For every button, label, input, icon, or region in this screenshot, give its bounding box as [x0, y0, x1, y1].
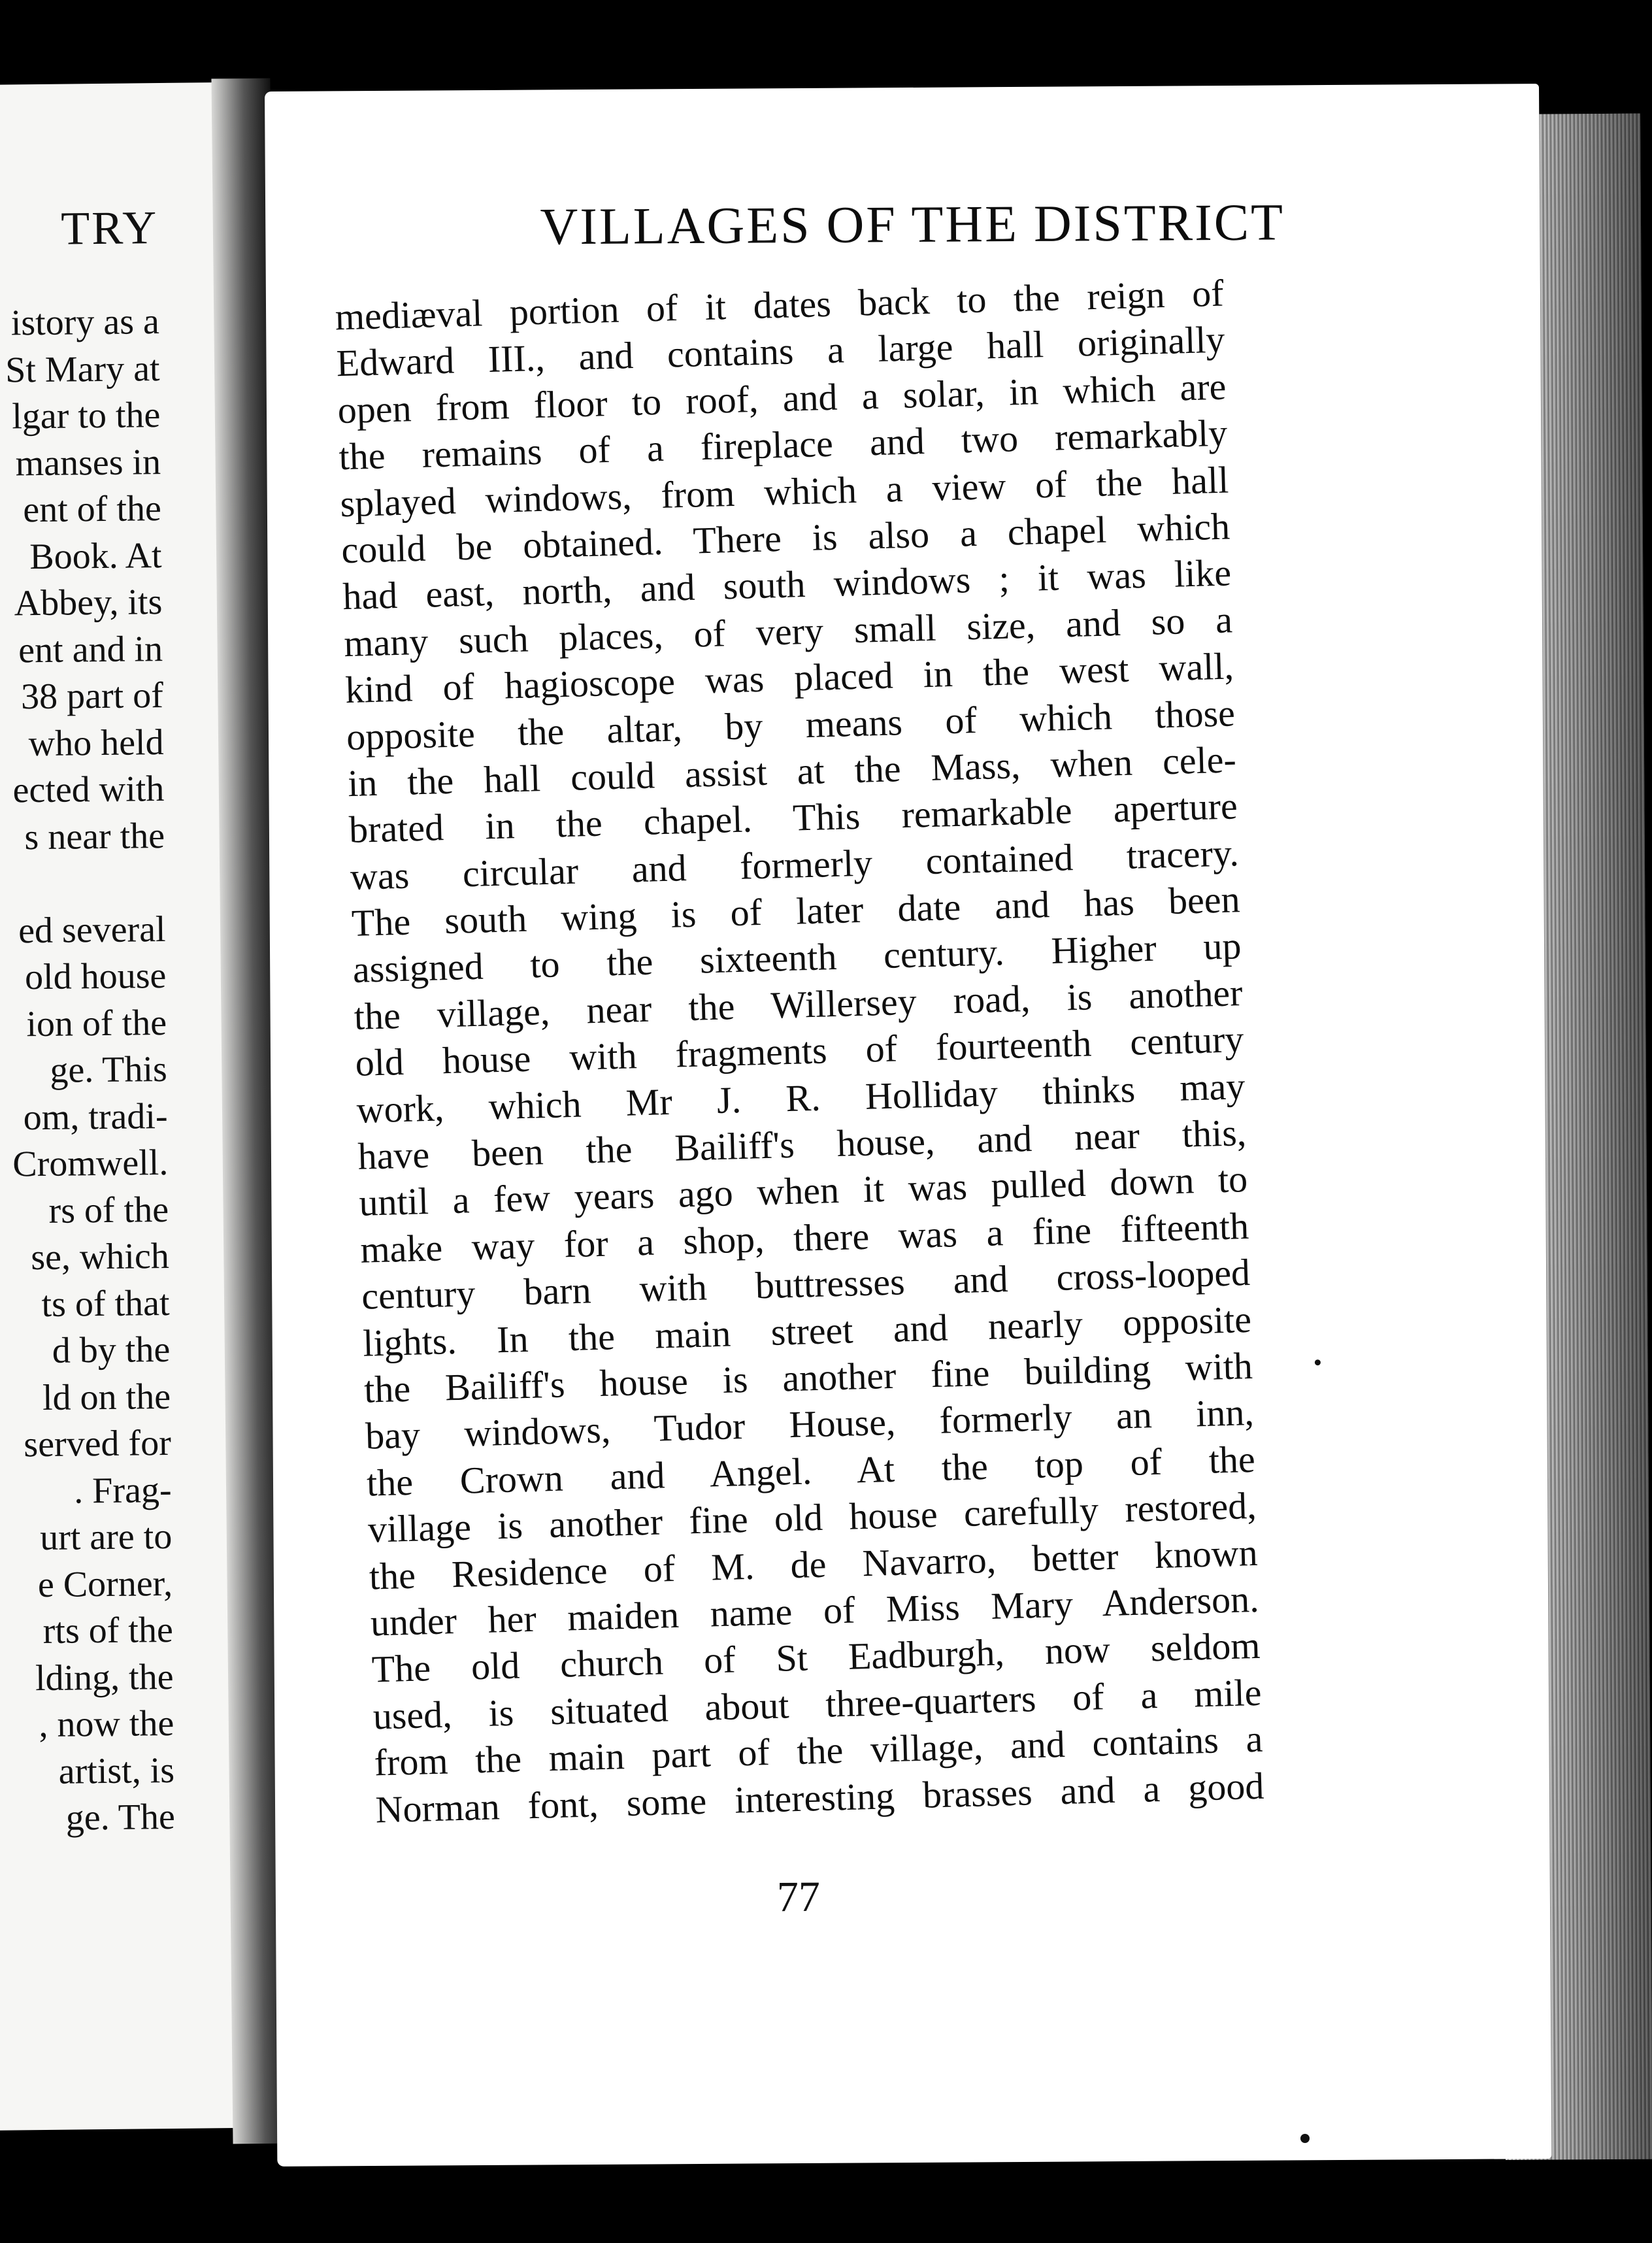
- text-line: ge. The: [65, 1796, 176, 1838]
- text-line: se, which: [30, 1235, 170, 1278]
- text-line: from the main part of the village, and contains a: [373, 1717, 1264, 1784]
- text-line: ected with: [12, 769, 165, 811]
- text-line: The south wing is of later date and has been: [351, 878, 1241, 945]
- text-line: old house: [24, 955, 167, 998]
- text-line: rts of the: [42, 1609, 174, 1652]
- text-line: s near the: [24, 815, 165, 857]
- text-line: could be obtained. There is also a chapel which: [340, 505, 1231, 572]
- page-number: 77: [776, 1872, 821, 1921]
- text-line: under her maiden name of Miss Mary Anderson.: [370, 1577, 1260, 1644]
- text-line: kind of hagioscope was placed in the west wall,: [344, 644, 1234, 712]
- text-line: splayed windows, from which a view of the hall: [339, 458, 1229, 525]
- text-line: d by the: [52, 1329, 171, 1371]
- previous-page-running-head: TRY: [60, 201, 159, 255]
- text-line: until a few years ago when it was pulled down to: [358, 1157, 1248, 1225]
- text-line: . Frag-: [73, 1469, 172, 1512]
- text-line: was circular and formerly contained tracery.: [350, 831, 1240, 898]
- text-line: the Residence of M. de Navarro, better known: [369, 1531, 1259, 1598]
- text-line: Norman font, some interesting brasses and a good: [374, 1764, 1265, 1831]
- text-line: lding, the: [35, 1656, 174, 1699]
- text-line: Book. At: [29, 535, 162, 577]
- text-line: Cromwell.: [12, 1142, 169, 1185]
- text-line: in the hall could assist at the Mass, when cele-: [347, 738, 1237, 805]
- text-line: served for: [24, 1422, 172, 1465]
- text-line: mediæval portion of it dates back to the reign of: [334, 271, 1225, 339]
- text-line: The old church of St Eadburgh, now seldom: [371, 1624, 1261, 1691]
- text-line: manses in: [15, 441, 161, 484]
- text-line: have been the Bailiff's house, and near this,: [357, 1111, 1247, 1178]
- text-line: bay windows, Tudor House, formerly an inn,: [365, 1391, 1255, 1458]
- text-line: [9, 859, 165, 908]
- text-line: Abbey, its: [14, 582, 163, 624]
- text-line: used, is situated about three-quarters of a mile: [372, 1670, 1263, 1738]
- previous-page-text: [3, 299, 175, 1842]
- text-line: ent and in: [18, 628, 163, 671]
- text-line: St Mary at: [5, 348, 160, 391]
- text-line: rs of the: [48, 1189, 169, 1231]
- text-line: artist, is: [58, 1750, 175, 1792]
- text-line: had east, north, and south windows ; it was like: [342, 551, 1232, 618]
- text-line: urt are to: [39, 1516, 173, 1559]
- text-line: , now the: [39, 1703, 174, 1746]
- text-line: ld on the: [42, 1376, 171, 1418]
- text-line: the Crown and Angel. At the top of the: [366, 1437, 1256, 1504]
- text-line: e Corner,: [37, 1563, 173, 1605]
- text-line: istory as a: [10, 301, 160, 344]
- text-line: work, which Mr J. R. Holliday thinks may: [355, 1064, 1246, 1131]
- text-line: ge. This: [50, 1048, 168, 1091]
- text-line: the remains of a fireplace and two remarkably: [338, 411, 1229, 478]
- current-page: [265, 84, 1551, 2167]
- text-line: ent of the: [23, 488, 162, 531]
- ink-speck: [1315, 1359, 1321, 1365]
- text-line: brated in the chapel. This remarkable aperture: [348, 784, 1238, 852]
- text-line: the village, near the Willersey road, is another: [353, 971, 1244, 1038]
- text-line: many such places, of very small size, and so a: [343, 598, 1233, 665]
- text-line: assigned to the sixteenth century. Higher up: [352, 924, 1242, 991]
- text-line: century barn with buttresses and cross-looped: [361, 1251, 1251, 1318]
- text-line: village is another fine old house carefully restored,: [367, 1484, 1257, 1551]
- text-line: who held: [28, 722, 164, 764]
- page-body-text: [335, 270, 1264, 1833]
- running-head-title: VILLAGES OF THE DISTRICT: [540, 193, 1285, 256]
- text-line: ts of that: [41, 1282, 170, 1325]
- text-line: om, tradi-: [23, 1095, 168, 1138]
- text-line: make way for a shop, there was a fine fifteenth: [359, 1204, 1249, 1271]
- text-line: the Bailiff's house is another fine building with: [363, 1344, 1253, 1411]
- text-line: open from floor to roof, and a solar, in which are: [337, 365, 1227, 432]
- text-line: lgar to the: [11, 395, 161, 437]
- ink-speck: [1300, 2134, 1310, 2143]
- text-line: 38 part of: [20, 675, 164, 718]
- text-line: ed several: [18, 908, 166, 951]
- text-line: opposite the altar, by means of which those: [346, 691, 1236, 758]
- text-line: Edward III., and contains a large hall originally: [335, 318, 1226, 385]
- text-line: old house with fragments of fourteenth century: [354, 1018, 1245, 1085]
- text-line: ion of the: [26, 1002, 167, 1044]
- text-line: lights. In the main street and nearly opposite: [362, 1297, 1252, 1365]
